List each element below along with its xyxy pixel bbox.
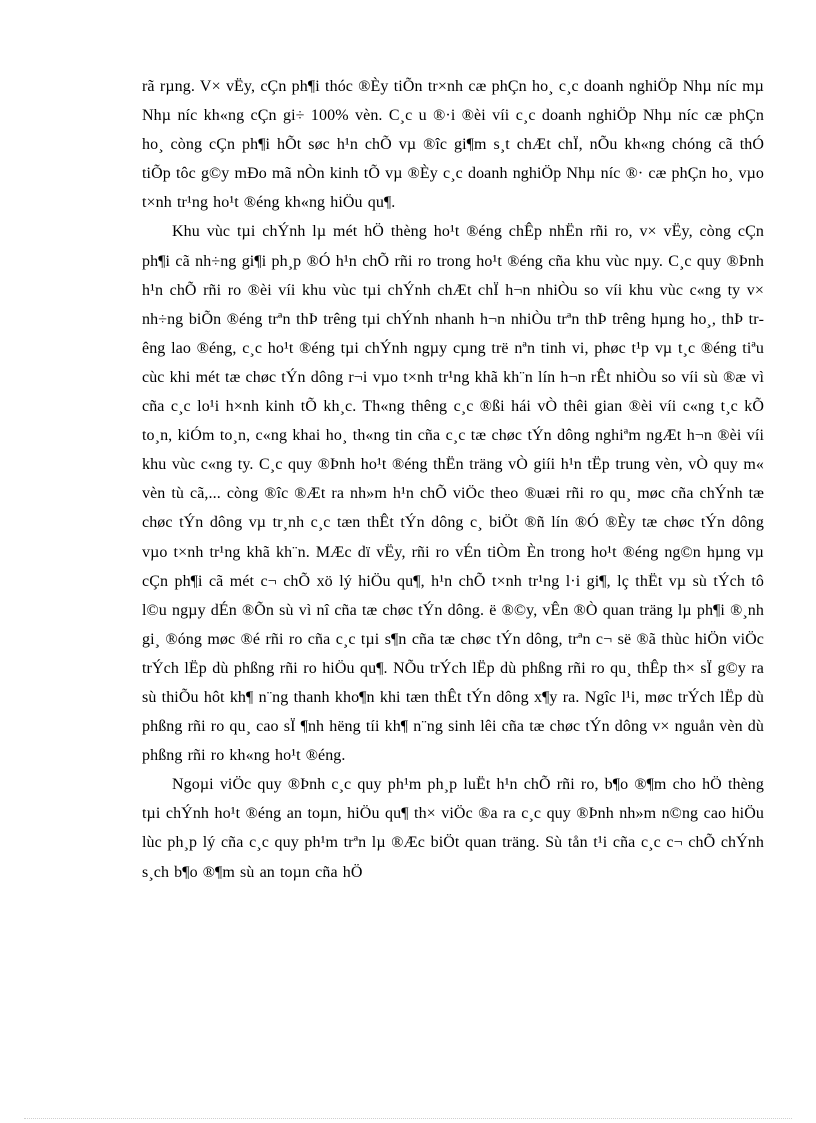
body-text — [142, 72, 764, 887]
paragraph-1: rã rµng. V× vËy, cÇn ph¶i thóc ®Èy tiÕn tr×nh cæ phÇn ho¸ c¸c doanh nghiÖp Nhµ níc mµ Nhµ níc kh«ng cÇn gi÷ 100% vèn. C¸c u ®·i ®èi víi c¸c doanh nghiÖp Nhµ níc cæ phÇn ho¸ còng cÇn ph¶i hÕt søc h¹n chÕ vµ ®îc gi¶m s¸t chÆt chÏ, nÕu kh«ng chóng cã thÓ tiÕp tôc g©y mÐo mã nÒn kinh tÕ vµ ®Èy c¸c doanh nghiÖp Nhµ níc ®· cæ phÇn ho¸ vµo t×nh tr¹ng ho¹t ®éng kh«ng hiÖu qu¶. — [142, 78, 764, 212]
page-bottom-divider — [24, 1118, 792, 1119]
paragraph-3: Ngoµi viÖc quy ®Þnh c¸c quy ph¹m ph¸p luËt h¹n chÕ rñi ro, b¶o ®¶m cho hÖ thèng tµi chÝnh ho¹t ®éng an toµn, hiÖu qu¶ th× viÖc ®a ra c¸c quy ®Þnh nh»m n©ng cao hiÖu lùc ph¸p lý cña c¸c quy ph¹m trªn lµ ®Æc biÖt quan träng. Sù tån t¹i cña c¸c c¬ chÕ chÝnh s¸ch b¶o ®¶m sù an toµn cña hÖ — [142, 776, 764, 881]
paragraph-2: Khu vùc tµi chÝnh lµ mét hÖ thèng ho¹t ®éng chÊp nhËn rñi ro, v× vËy, còng cÇn ph¶i cã nh÷ng gi¶i ph¸p ®Ó h¹n chÕ rñi ro trong ho¹t ®éng cña khu vùc nµy. C¸c quy ®Þnh h¹n chÕ rñi ro ®èi víi khu vùc tµi chÝnh chÆt chÏ h¬n nhiÒu so víi khu vùc c«ng ty v× nh÷ng biÕn ®éng trªn thÞ trêng tµi chÝnh nhanh h¬n nhiÒu trªn thÞ trêng hµng ho¸, thÞ trêng lao ®éng, c¸c ho¹t ®éng tµi chÝnh ngµy cµng trë nªn tinh vi, phøc t¹p vµ t¸c ®éng tiªu cùc khi mét tæ chøc tÝn dông r¬i vµo t×nh tr¹ng khã kh¨n lín h¬n rÊt nhiÒu so víi sù ®æ vì cña c¸c lo¹i h×nh kinh tÕ kh¸c. Th«ng thêng c¸c ®ßi hái vÒ thêi gian ®èi víi c«ng t¸c kÕ to¸n, kiÓm to¸n, c«ng khai ho¸ th«ng tin cña c¸c tæ chøc tÝn dông nghiªm ngÆt h¬n ®èi víi khu vùc c«ng ty. C¸c quy ®Þnh ho¹t ®éng thËn träng vÒ giíi h¹n tËp trung vèn, vÒ quy m« vèn tù cã,... còng ®îc ®Æt ra nh»m h¹n chÕ viÖc theo ®uæi rñi ro qu¸ møc cña chÝnh tæ chøc tÝn dông vµ tr¸nh c¸c tæn thÊt tÝn dông c¸ biÖt ®ñ lín ®Ó ®Èy tæ chøc tÝn dông vµo t×nh tr¹ng khã kh¨n. MÆc dï vËy, rñi ro vÉn tiÒm Èn trong ho¹t ®éng ng©n hµng vµ cÇn ph¶i cã mét c¬ chÕ xö lý hiÖu qu¶, h¹n chÕ t×nh tr¹ng l·i gi¶, lç thËt vµ sù tÝch tô l©u ngµy dÉn ®Õn sù vì nî cña tæ chøc tÝn dông. ë ®©y, vÊn ®Ò quan träng lµ ph¶i ®¸nh gi¸ ®óng møc ®é rñi ro cña c¸c tµi s¶n cña tæ chøc tÝn dông, trªn c¬ së ®ã thùc hiÖn viÖc trÝch lËp dù phßng rñi ro hiÖu qu¶. NÕu trÝch lËp dù phßng rñi ro qu¸ thÊp th× sÏ g©y ra sù thiÕu hôt kh¶ n¨ng thanh kho¶n khi tæn thÊt tÝn dông x¶y ra. Ngîc l¹i, møc trÝch lËp dù phßng rñi ro qu¸ cao sÏ ¶nh hëng tíi kh¶ n¨ng sinh lêi cña tæ chøc tÝn dông v× nguån vèn dù phßng rñi ro kh«ng ho¹t ®éng. — [142, 223, 764, 765]
